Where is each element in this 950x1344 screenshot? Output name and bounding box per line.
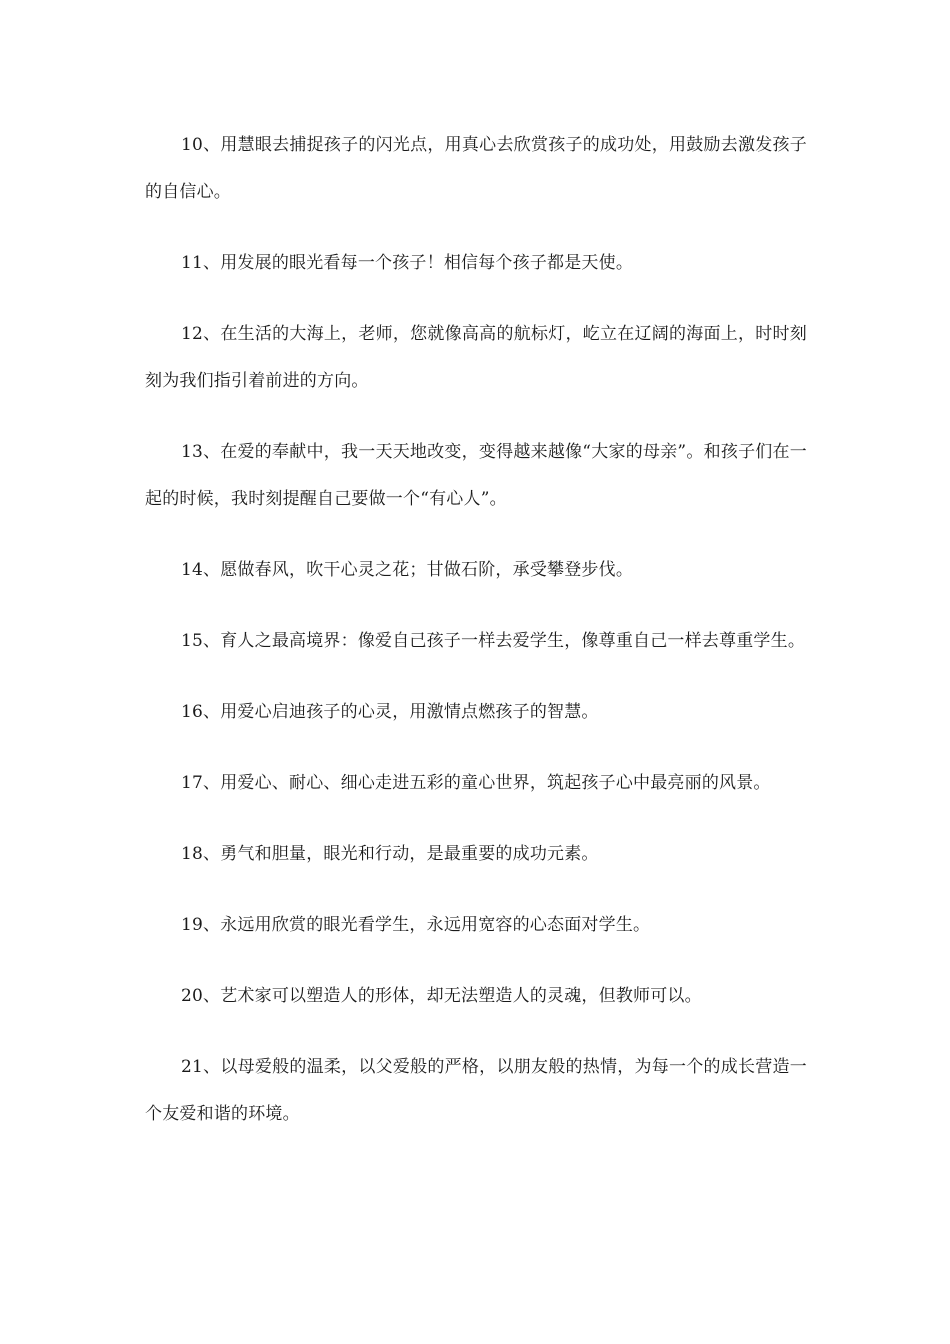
list-item [145,689,807,736]
list-item [145,973,807,1020]
list-item [145,1044,807,1138]
paragraph-16: 16、用爱心启迪孩子的心灵，用激情点燃孩子的智慧。 [181,702,599,722]
document-body [145,122,807,1162]
list-item [145,240,807,287]
paragraph-12: 12、在生活的大海上，老师，您就像高高的航标灯，屹立在辽阔的海面上，时时刻刻为我们指引着前进的方向。 [145,324,807,391]
list-item [145,429,807,523]
paragraph-20: 20、艺术家可以塑造人的形体，却无法塑造人的灵魂，但教师可以。 [181,986,702,1006]
list-item [145,902,807,949]
paragraph-10: 10、用慧眼去捕捉孩子的闪光点，用真心去欣赏孩子的成功处，用鼓励去激发孩子的自信心。 [145,135,807,202]
paragraph-14: 14、愿做春风，吹干心灵之花；甘做石阶，承受攀登步伐。 [181,560,634,580]
paragraph-15: 15、育人之最高境界：像爱自己孩子一样去爱学生，像尊重自己一样去尊重学生。 [181,631,806,651]
paragraph-21: 21、以母爱般的温柔，以父爱般的严格，以朋友般的热情，为每一个的成长营造一个友爱和谐的环境。 [145,1057,807,1124]
list-item [145,122,807,216]
paragraph-19: 19、永远用欣赏的眼光看学生，永远用宽容的心态面对学生。 [181,915,651,935]
list-item [145,618,807,665]
paragraph-11: 11、用发展的眼光看每一个孩子！相信每个孩子都是天使。 [181,253,634,273]
list-item [145,547,807,594]
paragraph-17: 17、用爱心、耐心、细心走进五彩的童心世界，筑起孩子心中最亮丽的风景。 [181,773,771,793]
list-item [145,831,807,878]
list-item [145,311,807,405]
paragraph-18: 18、勇气和胆量，眼光和行动，是最重要的成功元素。 [181,844,599,864]
list-item [145,760,807,807]
paragraph-13: 13、在爱的奉献中，我一天天地改变，变得越来越像“大家的母亲”。和孩子们在一起的时候，我时刻提醒自己要做一个“有心人”。 [145,442,807,509]
